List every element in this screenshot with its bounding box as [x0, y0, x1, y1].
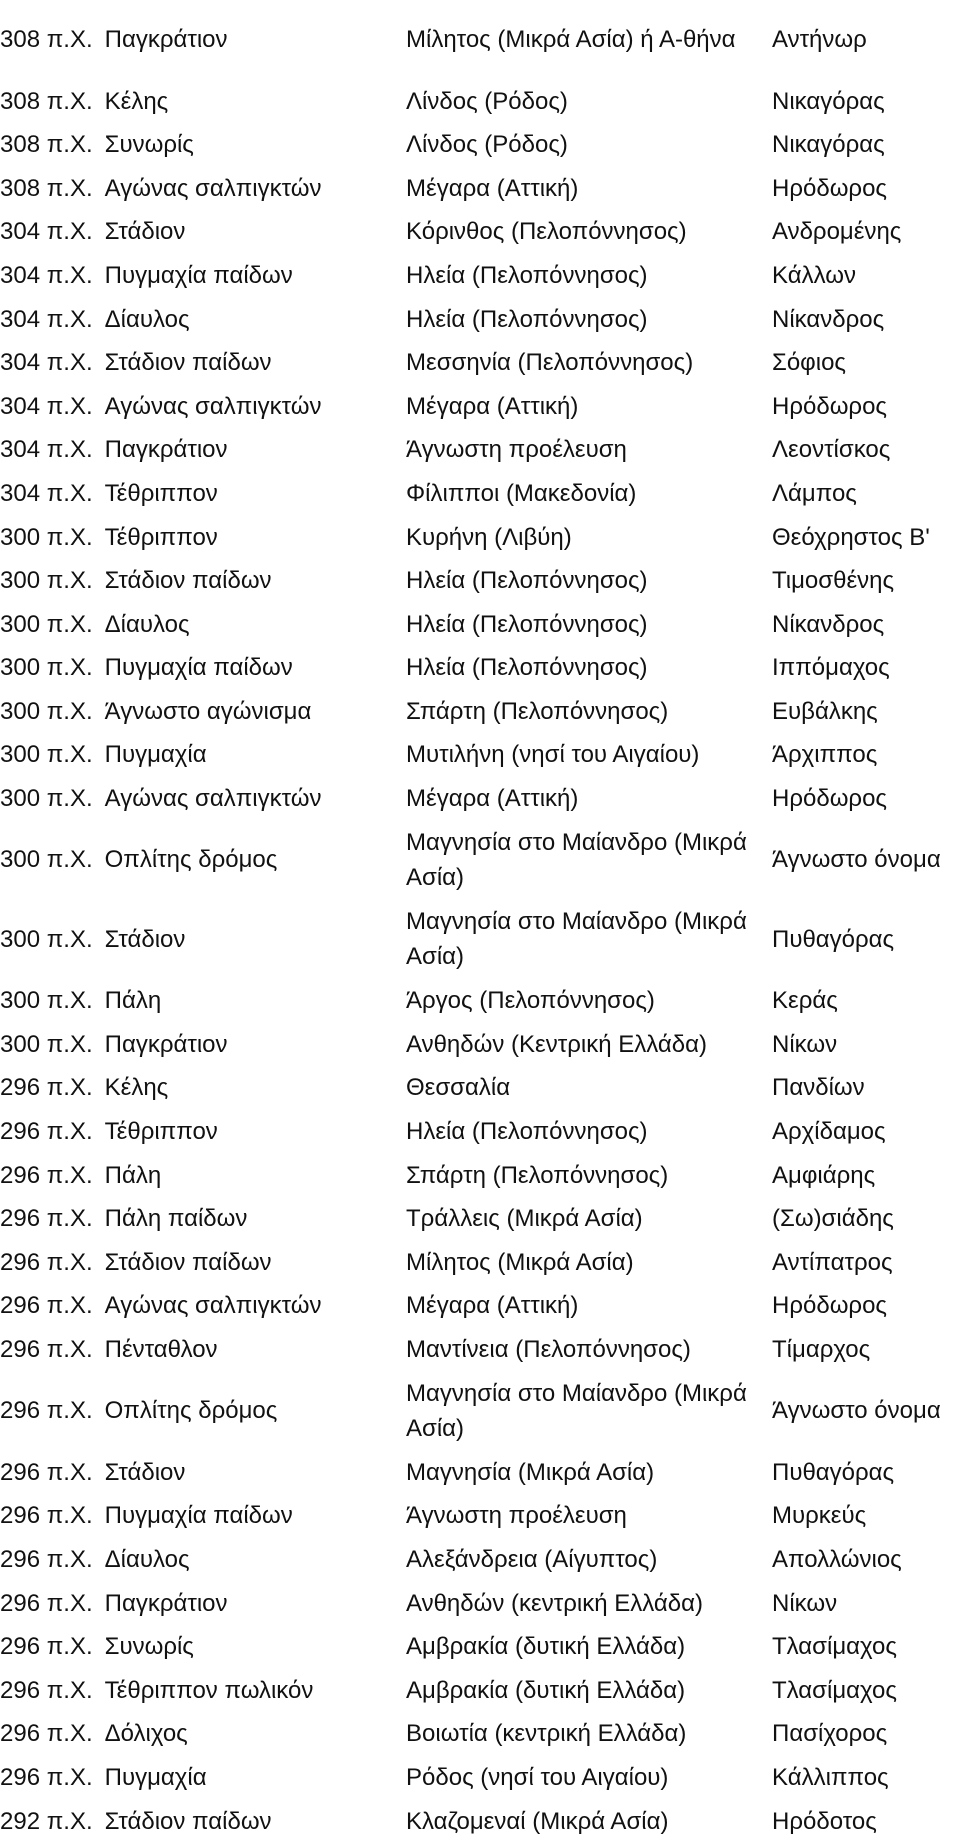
table-row — [0, 1153, 960, 1197]
event-text: Πυγμαχία — [104, 1763, 207, 1791]
winner-cell: Αρχίδαμος — [772, 1117, 886, 1145]
origin-cell: Ηλεία (Πελοπόννησος) — [406, 261, 648, 289]
table-row — [0, 472, 960, 516]
date-text: 296 π.Χ. — [0, 1117, 93, 1145]
winner-cell: Νίκων — [772, 1589, 838, 1617]
table-row — [0, 1756, 960, 1800]
winner-cell: Ιππόμαχος — [772, 654, 890, 682]
date-event-cell — [0, 1673, 406, 1708]
date-text: 300 π.Χ. — [0, 846, 93, 874]
event-text: Τέθριππον — [104, 1117, 218, 1145]
origin-cell: Λίνδος (Ρόδος) — [406, 87, 568, 115]
date-text: 300 π.Χ. — [0, 987, 93, 1015]
table-row — [0, 79, 960, 123]
date-text: 304 π.Χ. — [0, 261, 93, 289]
event-text: Στάδιον παίδων — [104, 349, 272, 377]
table-row — [0, 690, 960, 734]
table-row — [0, 1538, 960, 1582]
table-row — [0, 1328, 960, 1372]
date-text: 300 π.Χ. — [0, 741, 93, 769]
table-row — [0, 900, 960, 979]
origin-cell: Κόρινθος (Πελοπόννησος) — [406, 218, 687, 246]
event-text: Πένταθλον — [104, 1335, 218, 1363]
event-text: Οπλίτης δρόμος — [104, 846, 278, 874]
event-text: Αγώνας σαλπιγκτών — [104, 174, 322, 202]
date-event-cell — [0, 1288, 406, 1323]
date-event-cell — [0, 127, 406, 162]
origin-cell: Αμβρακία (δυτική Ελλάδα) — [406, 1633, 686, 1661]
winner-cell: Πανδίων — [772, 1074, 865, 1102]
winner-cell: Λάμπος — [772, 479, 857, 507]
date-text: 296 π.Χ. — [0, 1335, 93, 1363]
event-text: Πυγμαχία παίδων — [104, 654, 293, 682]
date-event-cell — [0, 22, 406, 57]
origin-cell: Μέγαρα (Αττική) — [406, 1292, 579, 1320]
date-event-cell — [0, 1760, 406, 1795]
winner-cell: Νίκων — [772, 1030, 838, 1058]
winner-cell: Λεοντίσκος — [772, 436, 891, 464]
date-event-cell — [0, 1027, 406, 1062]
table-row — [0, 646, 960, 690]
event-text: Τέθριππον — [104, 523, 218, 551]
table-row — [0, 1110, 960, 1154]
table-row — [0, 1799, 960, 1843]
table-row — [0, 1371, 960, 1450]
table-row — [0, 297, 960, 341]
date-text: 296 π.Χ. — [0, 1074, 93, 1102]
table-row — [0, 1494, 960, 1538]
winner-cell: Ευβάλκης — [772, 697, 878, 725]
origin-cell: Σπάρτη (Πελοπόννησος) — [406, 1161, 669, 1189]
event-text: Παγκράτιον — [104, 1589, 228, 1617]
date-event-cell — [0, 1158, 406, 1193]
date-event-cell — [0, 1804, 406, 1839]
event-text: Παγκράτιον — [104, 1030, 228, 1058]
table-row — [0, 123, 960, 167]
event-text: Πυγμαχία παίδων — [104, 1502, 293, 1530]
origin-cell: Μίλητος (Μικρά Ασία) ή Α-θήνα — [406, 26, 736, 54]
origin-cell: Μαγνησία στο Μαίανδρο (Μικρά Ασία) — [406, 1379, 747, 1442]
winner-cell: Τίμαρχος — [772, 1335, 871, 1363]
date-text: 296 π.Χ. — [0, 1397, 93, 1425]
date-text: 304 π.Χ. — [0, 305, 93, 333]
winner-cell: Κάλλιππος — [772, 1763, 889, 1791]
event-text: Συνωρίς — [104, 1633, 194, 1661]
date-event-cell — [0, 563, 406, 598]
origin-cell: Άγνωστη προέλευση — [406, 436, 627, 464]
origin-cell: Άργος (Πελοπόννησος) — [406, 987, 655, 1015]
winner-cell: Ηρόδωρος — [772, 392, 887, 420]
date-event-cell — [0, 1629, 406, 1664]
date-event-cell — [0, 1245, 406, 1280]
origin-cell: Θεσσαλία — [406, 1074, 511, 1102]
date-event-cell — [0, 345, 406, 380]
table-row — [0, 1581, 960, 1625]
origin-cell: Ηλεία (Πελοπόννησος) — [406, 654, 648, 682]
origin-cell: Κυρήνη (Λιβύη) — [406, 523, 572, 551]
date-text: 296 π.Χ. — [0, 1545, 93, 1573]
winner-cell: Άρχιππος — [772, 741, 878, 769]
date-text: 300 π.Χ. — [0, 785, 93, 813]
date-event-cell — [0, 84, 406, 119]
event-text: Συνωρίς — [104, 131, 194, 159]
winner-cell: (Σω)σιάδης — [772, 1205, 894, 1233]
date-event-cell — [0, 432, 406, 467]
origin-cell: Μίλητος (Μικρά Ασία) — [406, 1248, 634, 1276]
winner-cell: Τιμοσθένης — [772, 567, 895, 595]
date-event-cell — [0, 214, 406, 249]
table-row — [0, 0, 960, 79]
origin-cell: Ανθηδών (Κεντρική Ελλάδα) — [406, 1030, 707, 1058]
date-text: 300 π.Χ. — [0, 1030, 93, 1058]
event-text: Παγκράτιον — [104, 436, 228, 464]
event-text: Στάδιον παίδων — [104, 1807, 272, 1835]
origin-cell: Ηλεία (Πελοπόννησος) — [406, 610, 648, 638]
origin-cell: Αλεξάνδρεια (Αίγυπτος) — [406, 1545, 658, 1573]
winner-cell: Νίκανδρος — [772, 305, 885, 333]
table-row — [0, 428, 960, 472]
date-event-cell — [0, 476, 406, 511]
event-text: Πάλη — [104, 1161, 162, 1189]
table-row — [0, 733, 960, 777]
event-text: Πυγμαχία παίδων — [104, 261, 293, 289]
table-row — [0, 515, 960, 559]
date-text: 296 π.Χ. — [0, 1633, 93, 1661]
event-text: Τέθριππον — [104, 479, 218, 507]
date-text: 308 π.Χ. — [0, 26, 93, 54]
origin-cell: Μέγαρα (Αττική) — [406, 174, 579, 202]
date-text: 304 π.Χ. — [0, 218, 93, 246]
table-row — [0, 1022, 960, 1066]
event-text: Οπλίτης δρόμος — [104, 1397, 278, 1425]
origin-cell: Αμβρακία (δυτική Ελλάδα) — [406, 1676, 686, 1704]
date-event-cell — [0, 520, 406, 555]
date-text: 296 π.Χ. — [0, 1458, 93, 1486]
date-text: 300 π.Χ. — [0, 925, 93, 953]
winner-cell: Τλασίμαχος — [772, 1633, 897, 1661]
table-row — [0, 341, 960, 385]
date-event-cell — [0, 302, 406, 337]
event-text: Στάδιον παίδων — [104, 567, 272, 595]
origin-cell: Κλαζομεναί (Μικρά Ασία) — [406, 1807, 669, 1835]
origin-cell: Φίλιπποι (Μακεδονία) — [406, 479, 637, 507]
origin-cell: Μέγαρα (Αττική) — [406, 785, 579, 813]
event-text: Δίαυλος — [104, 305, 190, 333]
date-text: 300 π.Χ. — [0, 654, 93, 682]
date-event-cell — [0, 1716, 406, 1751]
date-event-cell — [0, 171, 406, 206]
event-text: Αγώνας σαλπιγκτών — [104, 785, 322, 813]
date-event-cell — [0, 1455, 406, 1490]
table-row — [0, 1066, 960, 1110]
table-row — [0, 1197, 960, 1241]
origin-cell: Βοιωτία (κεντρική Ελλάδα) — [406, 1720, 687, 1748]
origin-cell: Μαντίνεια (Πελοπόννησος) — [406, 1335, 691, 1363]
date-text: 300 π.Χ. — [0, 567, 93, 595]
winner-cell: Αντήνωρ — [772, 26, 867, 54]
date-text: 296 π.Χ. — [0, 1292, 93, 1320]
origin-cell: Άγνωστη προέλευση — [406, 1502, 627, 1530]
winner-cell: Πυθαγόρας — [772, 1458, 895, 1486]
winner-cell: Απολλώνιος — [772, 1545, 902, 1573]
date-text: 296 π.Χ. — [0, 1161, 93, 1189]
origin-cell: Ηλεία (Πελοπόννησος) — [406, 567, 648, 595]
event-text: Κέλης — [104, 1074, 169, 1102]
date-event-cell — [0, 694, 406, 729]
winner-cell: Αμφιάρης — [772, 1161, 876, 1189]
event-text: Πάλη — [104, 987, 162, 1015]
table-row — [0, 1284, 960, 1328]
event-text: Πυγμαχία — [104, 741, 207, 769]
date-text: 296 π.Χ. — [0, 1205, 93, 1233]
winner-cell: Κεράς — [772, 987, 838, 1015]
winner-cell: Κάλλων — [772, 261, 856, 289]
date-event-cell — [0, 1114, 406, 1149]
winner-cell: Θεόχρηστος Β' — [772, 523, 930, 551]
event-text: Πάλη παίδων — [104, 1205, 248, 1233]
origin-cell: Μαγνησία στο Μαίανδρο (Μικρά Ασία) — [406, 828, 747, 891]
origin-cell: Μυτιλήνη (νησί του Αιγαίου) — [406, 741, 700, 769]
date-event-cell — [0, 1542, 406, 1577]
date-text: 296 π.Χ. — [0, 1248, 93, 1276]
origin-cell: Ανθηδών (κεντρική Ελλάδα) — [406, 1589, 703, 1617]
date-event-cell — [0, 1070, 406, 1105]
date-text: 300 π.Χ. — [0, 610, 93, 638]
date-text: 292 π.Χ. — [0, 1807, 93, 1835]
date-text: 308 π.Χ. — [0, 131, 93, 159]
origin-cell: Ηλεία (Πελοπόννησος) — [406, 1117, 648, 1145]
winner-cell: Σόφιος — [772, 349, 846, 377]
winner-cell: Τλασίμαχος — [772, 1676, 897, 1704]
event-text: Αγώνας σαλπιγκτών — [104, 392, 322, 420]
date-text: 296 π.Χ. — [0, 1676, 93, 1704]
event-text: Στάδιον παίδων — [104, 1248, 272, 1276]
origin-cell: Μαγνησία στο Μαίανδρο (Μικρά Ασία) — [406, 908, 747, 971]
event-text: Δόλιχος — [104, 1720, 188, 1748]
origin-cell: Σπάρτη (Πελοπόννησος) — [406, 697, 669, 725]
winner-cell: Νικαγόρας — [772, 87, 885, 115]
table-row — [0, 1240, 960, 1284]
winner-cell: Άγνωστο όνομα — [772, 846, 941, 874]
origin-cell: Τράλλεις (Μικρά Ασία) — [406, 1205, 643, 1233]
date-event-cell — [0, 1332, 406, 1367]
winner-cell: Πασίχορος — [772, 1720, 888, 1748]
date-event-cell — [0, 737, 406, 772]
date-event-cell — [0, 781, 406, 816]
table-row — [0, 1712, 960, 1756]
date-text: 304 π.Χ. — [0, 349, 93, 377]
table-row — [0, 166, 960, 210]
event-text: Τέθριππον πωλικόν — [104, 1676, 314, 1704]
winner-cell: Νικαγόρας — [772, 131, 885, 159]
event-text: Δίαυλος — [104, 610, 190, 638]
table-row — [0, 602, 960, 646]
winner-cell: Ηρόδωρος — [772, 1292, 887, 1320]
date-event-cell — [0, 607, 406, 642]
date-text: 308 π.Χ. — [0, 174, 93, 202]
origin-cell: Λίνδος (Ρόδος) — [406, 131, 568, 159]
date-text: 304 π.Χ. — [0, 392, 93, 420]
event-text: Παγκράτιον — [104, 26, 228, 54]
date-event-cell — [0, 842, 406, 877]
winner-cell: Ηρόδοτος — [772, 1807, 877, 1835]
table-row — [0, 777, 960, 821]
event-text: Δίαυλος — [104, 1545, 190, 1573]
table-row — [0, 559, 960, 603]
date-text: 300 π.Χ. — [0, 523, 93, 551]
date-text: 296 π.Χ. — [0, 1589, 93, 1617]
event-text: Άγνωστο αγώνισμα — [104, 697, 312, 725]
table-row — [0, 1668, 960, 1712]
winner-cell: Άγνωστο όνομα — [772, 1397, 941, 1425]
event-text: Κέλης — [104, 87, 169, 115]
date-text: 300 π.Χ. — [0, 697, 93, 725]
date-event-cell — [0, 1498, 406, 1533]
date-text: 304 π.Χ. — [0, 479, 93, 507]
date-text: 296 π.Χ. — [0, 1502, 93, 1530]
winner-cell: Νίκανδρος — [772, 610, 885, 638]
winner-cell: Ανδρομένης — [772, 218, 902, 246]
table-row — [0, 210, 960, 254]
table-row — [0, 1625, 960, 1669]
winner-cell: Μυρκεύς — [772, 1502, 867, 1530]
winner-cell: Ηρόδωρος — [772, 174, 887, 202]
date-event-cell — [0, 983, 406, 1018]
date-text: 304 π.Χ. — [0, 436, 93, 464]
date-event-cell — [0, 258, 406, 293]
date-text: 308 π.Χ. — [0, 87, 93, 115]
date-event-cell — [0, 650, 406, 685]
date-event-cell — [0, 1586, 406, 1621]
winner-cell: Πυθαγόρας — [772, 925, 895, 953]
origin-cell: Μεσσηνία (Πελοπόννησος) — [406, 349, 694, 377]
event-text: Στάδιον — [104, 218, 186, 246]
origin-cell: Ηλεία (Πελοπόννησος) — [406, 305, 648, 333]
table-row — [0, 1451, 960, 1495]
date-event-cell — [0, 1201, 406, 1236]
event-text: Αγώνας σαλπιγκτών — [104, 1292, 322, 1320]
event-text: Στάδιον — [104, 925, 186, 953]
winner-cell: Αντίπατρος — [772, 1248, 893, 1276]
origin-cell: Μαγνησία (Μικρά Ασία) — [406, 1458, 655, 1486]
date-event-cell — [0, 389, 406, 424]
date-text: 296 π.Χ. — [0, 1763, 93, 1791]
winner-cell: Ηρόδωρος — [772, 785, 887, 813]
table-row — [0, 384, 960, 428]
date-event-cell — [0, 1393, 406, 1428]
date-text: 296 π.Χ. — [0, 1720, 93, 1748]
table-row — [0, 254, 960, 298]
date-event-cell — [0, 922, 406, 957]
table-row — [0, 979, 960, 1023]
event-text: Στάδιον — [104, 1458, 186, 1486]
origin-cell: Μέγαρα (Αττική) — [406, 392, 579, 420]
table-row — [0, 820, 960, 899]
origin-cell: Ρόδος (νησί του Αιγαίου) — [406, 1763, 669, 1791]
